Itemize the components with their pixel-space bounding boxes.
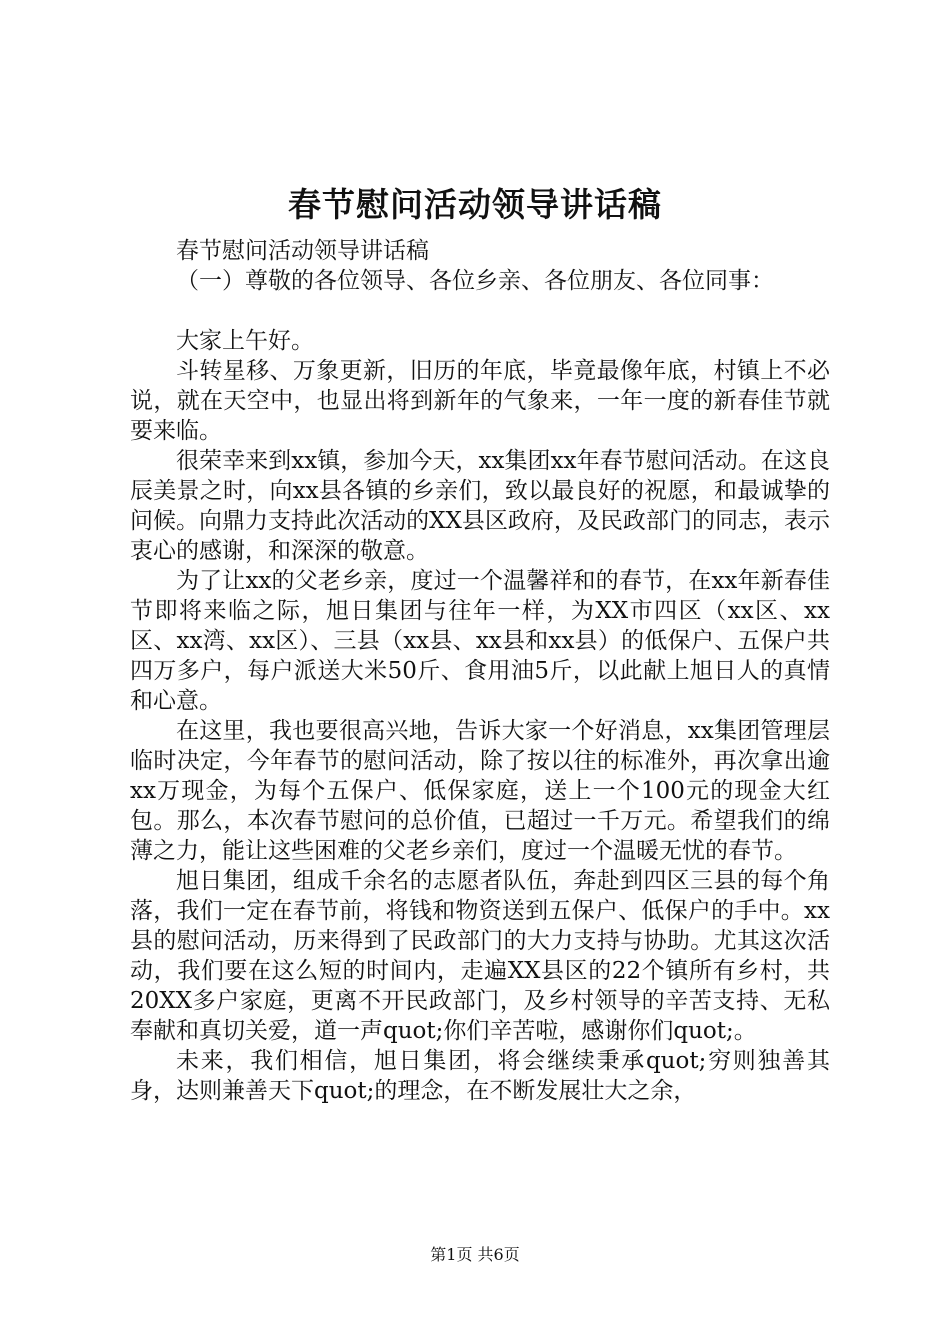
body-paragraph-greeting: 大家上午好。 bbox=[176, 328, 314, 354]
document-body bbox=[130, 236, 830, 1106]
body-paragraph: 旭日集团，组成千余名的志愿者队伍，奔赴到四区三县的每个角落，我们一定在春节前，将钱和物资送到五保户、低保户的手中。xx县的慰问活动，历来得到了民政部门的大力支持与协助。尤其这次活动，我们要在这么短的时间内，走遍XX县区的22个镇所有乡村，共20XX多户家庭，更离不开民政部门，及乡村领导的辛苦支持、无私奉献和真切关爱，道一声quot;你们辛苦啦，感谢你们quot;。 bbox=[130, 868, 830, 1044]
document-title: 春节慰问活动领导讲话稿 bbox=[288, 185, 662, 224]
body-paragraph: 未来，我们相信，旭日集团，将会继续秉承quot;穷则独善其身，达则兼善天下quot;的理念，在不断发展壮大之余， bbox=[130, 1048, 830, 1104]
body-paragraph: 在这里，我也要很高兴地，告诉大家一个好消息，xx集团管理层临时决定，今年春节的慰问活动，除了按以往的标准外，再次拿出逾xx万现金，为每个五保户、低保家庭，送上一个100元的现金大红包。那么，本次春节慰问的总价值，已超过一千万元。希望我们的绵薄之力，能让这些困难的父老乡亲们，度过一个温暖无忧的春节。 bbox=[130, 718, 830, 864]
body-paragraph-subtitle: 春节慰问活动领导讲话稿 bbox=[176, 238, 429, 264]
page-number-footer: 第1页 共6页 bbox=[430, 1245, 520, 1264]
body-paragraph: 斗转星移、万象更新，旧历的年底，毕竟最像年底，村镇上不必说，就在天空中，也显出将到新年的气象来，一年一度的新春佳节就要来临。 bbox=[130, 358, 830, 444]
body-paragraph-salutation: （一）尊敬的各位领导、各位乡亲、各位朋友、各位同事： bbox=[176, 268, 774, 294]
body-paragraph: 很荣幸来到xx镇，参加今天，xx集团xx年春节慰问活动。在这良辰美景之时，向xx县各镇的乡亲们，致以最良好的祝愿，和最诚挚的问候。向鼎力支持此次活动的XX县区政府，及民政部门的同志，表示衷心的感谢，和深深的敬意。 bbox=[130, 448, 830, 564]
body-paragraph: 为了让xx的父老乡亲，度过一个温馨祥和的春节，在xx年新春佳节即将来临之际，旭日集团与往年一样，为XX市四区（xx区、xx区、xx湾、xx区）、三县（xx县、xx县和xx县）的低保户、五保户共四万多户，每户派送大米50斤、食用油5斤，以此献上旭日人的真情和心意。 bbox=[130, 568, 830, 714]
